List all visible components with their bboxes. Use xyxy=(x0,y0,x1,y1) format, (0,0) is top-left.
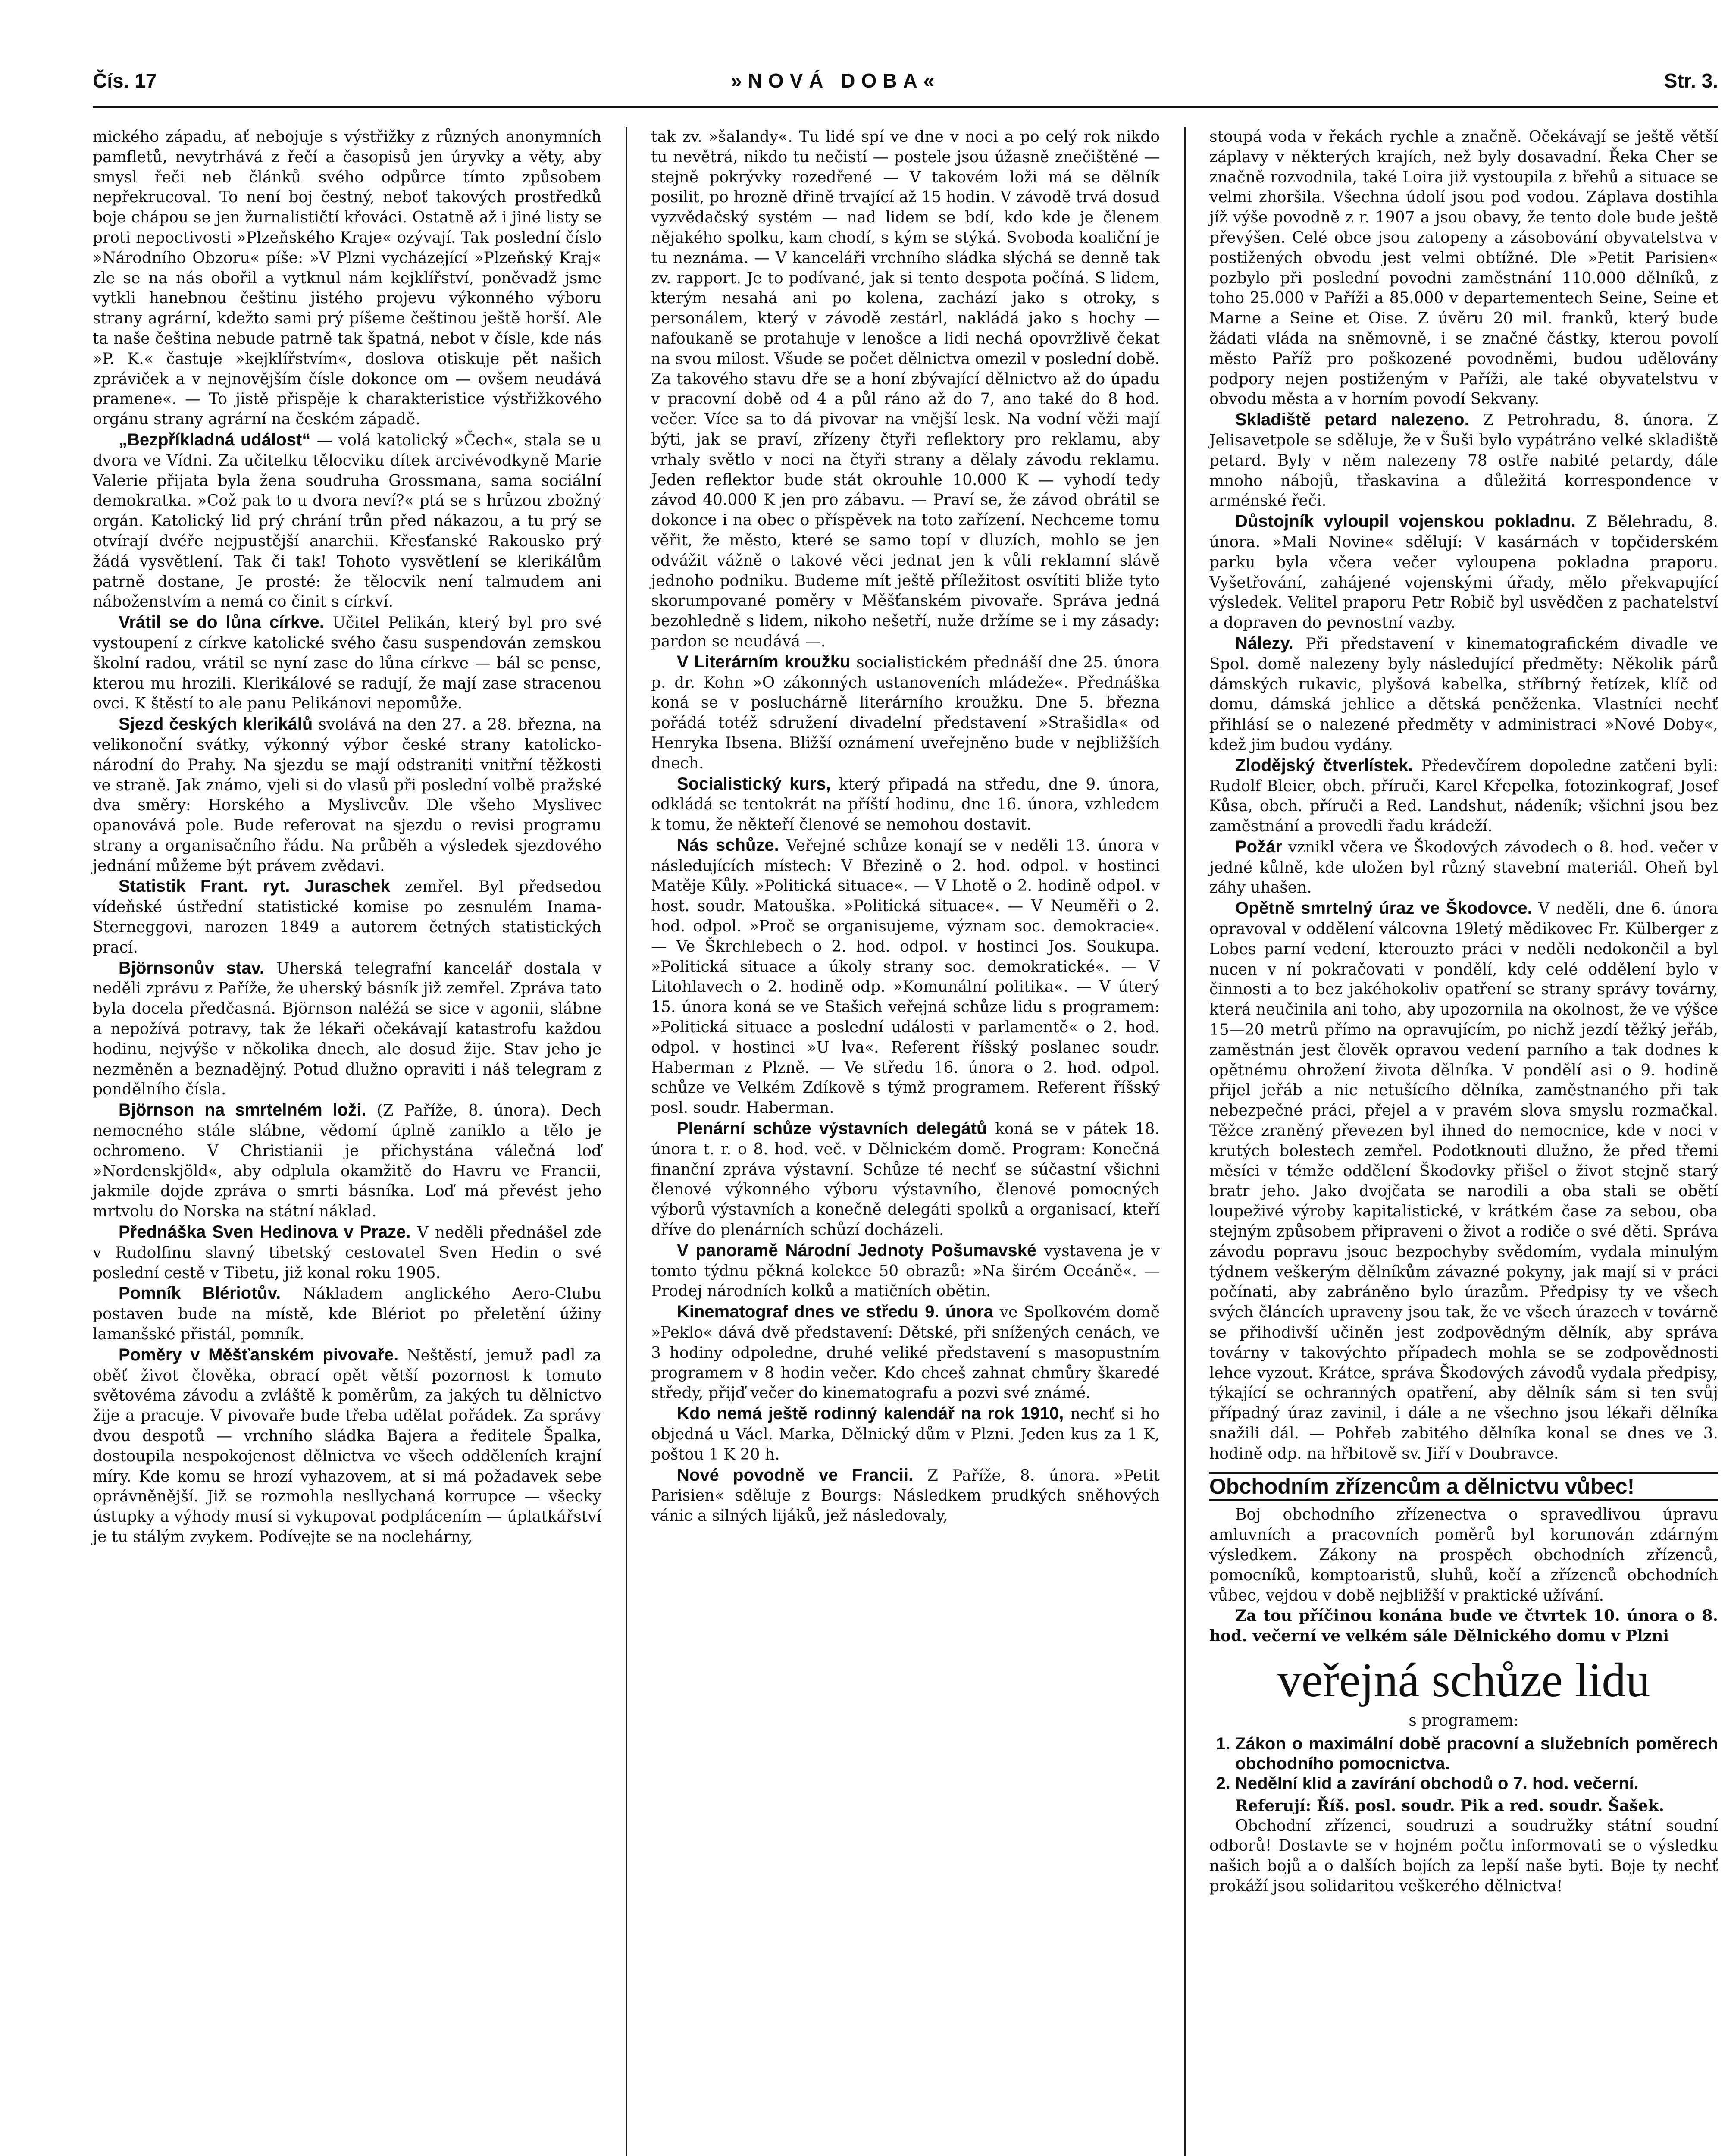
article-paragraph xyxy=(93,127,601,430)
article-headline: Pomník Blériotův. xyxy=(119,1284,281,1303)
article-paragraph xyxy=(93,1222,601,1283)
article-text: Veřejné schůze konají se v neděli 13. února v následujících místech: V Březině o 2. hod. odpol. v hostinci Matěje Kůly. »Politická situace«. — V Lhotě o 2. hodině odpol. v host. soudr. Matouška. »Politická situace«. — V Neuměři o 2. hod. odpol. »Proč se organisujeme, význam soc. demokracie«. — Ve Škrchlebech o 2. hod. odpol. v hostinci Jos. Soukupa. »Politická situace a úkoly strany soc. demokratické«. — V Litohlavech o 2. hodině odp. »Komunální politika«. — V úterý 15. února koná se ve Stašich veřejná schůze lidu s programem: »Politická situace a poslední události v parlamentě« o 2. hod. odpol. v hostinci »U lva«. Referent říšský poslanec soudr. Haberman z Plzně. — Ve středu 16. února o 2. hod. odpol. schůze ve Velkém Zdíkově s týmž programem. Referent říšský posl. soudr. Haberman. xyxy=(651,837,1160,1117)
article-paragraph xyxy=(1209,410,1718,511)
article-text: mického západu, ať nebojuje s výstřižky z různých anonymních pamfletů, nevytrhává z řečí a časopisů jen úryvky a věty, aby smysl řeči neb článků svého odpůrce tímto způsobem nepřekrucoval. To není boj čestný, neboť takových prostředků boje chápou se jen žurnalističtí křováci. Ostatně až i jiné listy se proti nepoctivosti »Plzeňského Kraje« ozývají. Tak poslední číslo »Národního Obzoru« píše: »V Plzni vycházející »Plzeňský Kraj« zle se na nás obořil a vytknul nám kejklířství, poněvadž jsme vytkli hanebnou češtinu jistého projevu výkonného výboru strany agrární, kdežto sami prý píšeme češtinou ještě horší. Ale ta naše čeština nebude patrně tak špatná, nebot v čísle, kde nás »P. K.« častuje »kejklířstvím«, doslova otiskuje pět našich zpráviček a v nejnovějším čísle dokonce om — ovšem neudává pramene«. — To jistě přispěje k charakteristice výstřižkového orgánu strany agrární na českém západě. xyxy=(93,128,601,429)
article-paragraph xyxy=(93,714,601,876)
column-divider xyxy=(626,127,627,2156)
header-rule xyxy=(93,106,1718,108)
article-headline: Nás schůze. xyxy=(677,835,779,855)
article-text: Nákladem anglického Aero-Clubu postaven bude na místě, kde Blériot po přeletění úžiny lamanšské přistál, pomník. xyxy=(93,1285,601,1344)
article-paragraph xyxy=(1209,633,1718,755)
notice-closing: Obchodní zřízenci, soudruzi a soudružky státní soudní odborů! Dostavte se v hojném počtu informovati se o výsledku našich bojů a o dalších bojích za lepší naše byti. Boje ty nechť prokáží jsou solidaritou veškerého dělnictva! xyxy=(1209,1817,1718,1895)
article-headline: Důstojník vyloupil vojenskou pokladnu. xyxy=(1235,512,1576,531)
article-paragraph xyxy=(1209,837,1718,898)
column-2 xyxy=(651,127,1160,1526)
notice-paragraph: Boj obchodního zřízenectva o spravedlivou úpravu amluvních a pracovních poměrů byl korunován zdárným výsledkem. Zákony na prospěch obchodních zřízenců, pomocníků, komptoaristů, sluhů, kočí a zřízenců obchodních vůbec, vejdou v době nejbližší v praktické užívání. xyxy=(1209,1506,1718,1604)
article-paragraph xyxy=(651,1302,1160,1404)
article-text: koná se v pátek 18. února t. r. o 8. hod. več. v Dělnickém domě. Program: Konečná finanční zpráva výstavní. Schůze té nechť se súčastní všichni členové výkonného výboru výstavního, členové pomocných výborů výstavních a konečně delegáti spolků a organisací, kteří dříve do plenárních schůzí docházeli. xyxy=(651,1120,1160,1239)
article-text: V neděli, dne 6. února opravoval v oddělení válcovna 19letý mědikovec Fr. Külberger z Lobes parní vedení, kterouzto práci v neděli nedokončil a byl nucen v ní pokračovati v pondělí, kdy celé oddělení bylo v činnosti a to bez jakéhokoliv opatření se strany správy továrny, která neučinila ani toho, aby upozornila na okolnost, že ve výšce 15—20 metrů přímo na opravujícím, po nichž jezdí těžký jeřáb, zaměstnán jest člověk opravou vedení parního a tak dodnes k opětnému ohrožení života dělníka. V pondělí asi o 9. hodině přijel jeřáb a nic netušícího dělníka, zaměstnaného při tak nebezpečné práci, přejel a v pravém slova smyslu rozmačkal. Těžce zraněný převezen byl ihned do nemocnice, kde v noci v krutých bolestech zemřel. Podotknouti dlužno, že před třemi měsíci v témže oddělení Škodovky přišel o život stejně starý bratr jeho. Jako dvojčata se narodili a oba stali se obětí loupeživé výroby kapitalistické, v krátkém čase za sebou, oba stejným způsobem připraveni o život a rodiče o své děti. Správa závodu popravu jsouc bezpochyby svědomím, vydala minulým týdnem veškerým dělníkům závazné pokyny, jak mají si v práci počínati, aby zabráněno bylo úrazům. Předpisy ty ve všech svých článcích upraveny jsou tak, že ve všech úrazech v továrně se přihodivší učiněn jest zodpovědným dělník, aby správa továrny v takovýchto případech mohla se se zodpovědnosti lehce vyzout. Krátce, správa Škodových závodů vydala předpisy, týkající se ochranných opatření, aby dělník sám si ten svůj případný úraz zavinil, i dále a ne všechno jsou lékaři dělníka snažili dál. — Pohřeb zabitého dělníka konal se dnes ve 3. hodině odp. na hřbitově sv. Jiří v Doubravce. xyxy=(1209,900,1718,1463)
article-headline: Přednáška Sven Hedinova v Praze. xyxy=(119,1222,411,1242)
article-text: Z Bělehradu, 8. února. »Mali Novine« sdělují: V kasárnách v topčiderském parku byla včera večer vyloupena pokladna praporu. Vyšetřování, zahájené vojenskými úřady, mělo překvapující výsledek. Velitel praporu Petr Robič byl usvědčen z pachatelství a dopraven do pevnostní vazby. xyxy=(1209,513,1718,632)
article-paragraph xyxy=(651,1119,1160,1241)
page-header xyxy=(93,65,1718,103)
article-headline: Zlodějský čtverlístek. xyxy=(1235,755,1413,775)
column-divider xyxy=(1184,127,1186,2156)
notice-program-list xyxy=(1209,1734,1718,1793)
article-headline: V panoramě Národní Jednoty Pošumavské xyxy=(677,1241,1037,1260)
article-text: svolává na den 27. a 28. března, na velikonoční svátky, výkonný výbor české strany katolicko-národní do Prahy. Na sjezdu se mají odstraniti vnitřní těžkosti ve straně. Jak známo, vjeli si do vlasů při poslední volbě pražské dva směry: Horského a Myslivcův. Dle všeho Myslivec opanovává pole. Bude referovat na sjezdu o revisi programu strany a organisačního řádu. Na průběh a výsledek sjezdového jednání můžeme být právem zvědavi. xyxy=(93,716,602,875)
article-text: socialistickém přednáší dne 25. února p. dr. Kohn »O zákonných ustanoveních mládeže«. Přednáška koná se v posluchárně literárního kroužku. Dne 5. března pořádá totéž sdružení divadelní představení »Strašidla« od Henryka Ibsena. Bližší oznámení uveřejněno bude v nejbližších dnech. xyxy=(651,653,1160,772)
article-text: — volá katolický »Čech«, stala se u dvora ve Vídni. Za učitelku tělocviku dítek arcivévodkyně Marie Valerie přijata byla žena soudruha Grossmana, sama sociální demokratka. »Což pak to u dvora neví?« ptá se s hrůzou zbožný orgán. Katolický lid prý chrání trůn před nákazou, a tu prý se otvírají dvéře nejpustější anarchii. Křesťanské Rakousko prý žádá vysvětlení. Tak či tak! Tohoto vysvětlení se klerikálům patrně dostane, Je prosté: že tělocvik není talmudem ani náboženstvím a nemá co činit s církví. xyxy=(93,431,601,611)
program-item: 2. Nedělní klid a zavírání obchodů o 7. hod. večerní. xyxy=(1235,1774,1718,1793)
article-text: zemřel. Byl předsedou vídeňské ústřední statistické komise po zesnulém Inama-Sterneggovi, narozen 1849 a autorem četných statistických prací. xyxy=(93,878,601,956)
article-text: stoupá voda v řekách rychle a značně. Očekávají se ještě větší záplavy v některých krajích, než byly dosavadní. Řeka Cher se značně rozvodnila, také Loira již vystoupila z břehů a situace se velmi zhoršila. Všechna údolí jsou pod vodou. Záplava dostihla jíž výše povodně z r. 1907 a jsou obavy, že tento dole bude ještě převýšen. Celé obce jsou zatopeny a zásobování obyvatelstva v postižených obvodu jest velmi obtížné. Dle »Petit Parisien« pozbylo při poslední povodni zaměstnání 110.000 dělníků, z toho 25.000 v Paříži a 85.000 v departementech Seine, Seine et Marne a Seine et Oise. Z úvěru 20 mil. franků, který bude žádati vláda na sněmovně, i se značné částky, kterou povolí město Paříž pro poškozené povodněmi, budou udělovány podpory nejen postiženým v Paříži, ale také obyvatelstvu v obvodu města a v horním povodí Sekvany. xyxy=(1209,128,1718,408)
program-item: 1. Zákon o maximální době pracovní a služebních poměrech obchodního pomocnictva. xyxy=(1235,1734,1718,1774)
column-3-articles xyxy=(1209,127,1718,1464)
article-text: ve Spolkovém domě »Peklo« dává dvě představení: Dětské, při snížených cenách, ve 3 hodiny odpoledne, druhé veliké představení s masopustním programem v 8 hodin večer. Kdo chceš zahnat chmůry škaredé středy, přijď večer do kinematografu a pozvi své známé. xyxy=(651,1304,1160,1402)
article-headline: Björnsonův stav. xyxy=(119,958,264,978)
article-paragraph xyxy=(93,958,601,1100)
notice-title: Obchodním zřízencům a dělnictvu vůbec! xyxy=(1209,1472,1718,1501)
article-paragraph xyxy=(1209,898,1718,1464)
article-text: (Z Paříže, 8. února). Dech nemocného stále slábne, vědomí úplně zaniklo a tělo je ochromeno. V Christianii je přichystána válečná loď »Nordenskjöld«, aby odplula okamžitě do Havru ve Francii, jakmile dojde zpráva o smrti básníka. Loď má převést jeho mrtvolu do Norska na státní náklad. xyxy=(93,1102,601,1221)
article-text: vystavena je v tomto týdnu pěkná kolekce 50 obrazů: »Na širém Oceáně«. — Prodej národních kolků a matičních obětin. xyxy=(651,1242,1160,1300)
article-headline: Poměry v Měšťanském pivovaře. xyxy=(119,1345,399,1364)
article-headline: Socialistický kurs, xyxy=(677,774,831,793)
article-text: vznikl včera ve Škodových závodech o 8. hod. večer v jedné kůlně, kde uložen byl různý stavební materiál. Oheň byl záhy uhašen. xyxy=(1209,838,1718,897)
article-headline: Opětně smrtelný úraz ve Škodovce. xyxy=(1235,899,1532,918)
article-text: nechť si ho objedná u Václ. Marka, Dělnický dům v Plzni. Jeden kus za 1 K, poštou 1 K 20 h. xyxy=(651,1405,1160,1463)
article-text: Uherská telegrafní kancelář dostala v neděli zprávu z Paříže, že uherský básník již zemřel. Zpráva tato byla docela předčasná. Björnson naléžá se sice v agonii, slábne a nepožívá potravy, tak že lékaři očekávají katastrofu každou hodinu, nejvýše v několika dnech, ale dosud žije. Stav jeho je nezměněn a beznadějný. Potud dlužno opraviti i náš telegram z pondělního čísla. xyxy=(93,959,602,1099)
column-1 xyxy=(93,127,601,1548)
article-headline: „Bezpříkladná událost“ xyxy=(119,430,311,449)
page-number: Str. 3. xyxy=(1664,69,1718,92)
article-text: který připadá na středu, dne 9. února, odkládá se tentokrát na příští hodinu, dne 16. února, vzhledem k tomu, že někteří členové se nemohou dostavit. xyxy=(651,775,1160,834)
article-paragraph xyxy=(651,774,1160,835)
article-text: V neděli přednášel zde v Rudolfinu slavný tibetský cestovatel Sven Hedin o své poslední cestě v Tibetu, již konal roku 1905. xyxy=(93,1224,601,1282)
article-paragraph xyxy=(93,430,601,612)
article-text: Neštěstí, jemuž padl za oběť život člověka, obrací opět větší pozornost k tomuto světovéma závodu a zvláště k poměrům, za jakých tu dělnictvo žije a pracuje. V pivovaře bude třeba udělat pořádek. Za správy dvou despotů — vrchního sládka Bajera a ředitele Špalka, dostoupila nespokojenost dělnictva ve všech odděleních krajní míry. Kde komu se hrozí vyhazovem, at si má požadavek sebe oprávněnější. Již se rozmohla nesllychaná korrupce — všecky ústupky a výhody musí si vykupovat podplácením — úplatkářství je tu stálým zvykem. Podívejte se na noclehárny, xyxy=(93,1346,601,1546)
notice-headline: veřejná schůze lidu xyxy=(1277,1653,1650,1707)
article-paragraph xyxy=(93,1345,601,1548)
article-headline: Björnson na smrtelném loži. xyxy=(119,1100,366,1120)
article-paragraph xyxy=(651,127,1160,652)
article-paragraph xyxy=(651,1465,1160,1526)
article-text: Z Paříže, 8. února. »Petit Parisien« sděluje z Bourgs: Následkem prudkých sněhových vánic a silných lijáků, jež následovaly, xyxy=(651,1467,1160,1525)
notice-meeting-announcement: Za tou příčinou konána bude ve čtvrtek 10. února o 8. hod. večerní ve velkém sále Dělnického domu v Plzni xyxy=(1209,1607,1718,1645)
notice-program-label: s programem: xyxy=(1409,1711,1519,1730)
article-text: Předevčírem dopoledne zatčeni byli: Rudolf Bleier, obch. příruči, Karel Křepelka, fotozinkograf, Josef Kůsa, obch. příruči a Red. Landshut, nádeník; všichni jsou bez zaměstnání a provedli řadu krádeží. xyxy=(1209,757,1718,836)
article-paragraph xyxy=(1209,755,1718,837)
article-paragraph xyxy=(93,612,601,714)
issue-number: Čís. 17 xyxy=(93,69,157,92)
article-headline: Vrátil se do lůna církve. xyxy=(119,613,324,632)
article-headline: Požár xyxy=(1235,837,1282,856)
article-headline: Kinematograf dnes ve středu 9. února xyxy=(677,1302,994,1322)
column-3 xyxy=(1209,127,1718,1897)
article-headline: Nové povodně ve Francii. xyxy=(677,1465,914,1485)
article-text: tak zv. »šalandy«. Tu lidé spí ve dne v noci a po celý rok nikdo tu nevětrá, nikdo tu nečistí — postele jsou úžasně znečištěné — stejně pokrývky rozedřené — V takovém loži má se dělník posilit, po hrozně dřině trvající až 15 hodin. V závodě trvá dosud vyzvědačský systém — nad lidem se bdí, kdo kde je členem nějakého spolku, kam chodí, s kým se stýká. Svoboda koaliční je tu neznáma. — V kanceláři vrchního sládka slýchá se denně tak zv. rapport. Je to podívané, jak si tento despota počíná. S lidem, kterým nesahá ani po kolena, zachází jako s otroky, s personálem, který v závodě zestárl, nakládá jako s hochy — nafoukaně se protahuje v lenošce a lidi nechá opovržlivě čekat na svou milost. Všude se počet dělnictva omezil v poslední době. Za takového stavu dře se a honí zbývající dělnictvo až do úpadu v pracovní době od 4 a půl ráno až do 7, ano také do 8 hod. večer. Více sa to dá pivovar na vnější lesk. Na vodní věži mají býti, jak se praví, zřízeny čtyři reflektory pro reklamu, aby vrhaly světlo v noci na čtyři strany a dělaly závodu reklamu. Jeden reflektor bude stát okrouhle 10.000 K — vyhodí tedy závod 40.000 K jen pro zábavu. — Praví se, že závod obrátil se dokonce i na obec o příspěvek na toto zařízení. Nechceme tomu věřit, že město, které se samo topí v dluzích, mohlo se jen odvážit vážně o takové věci jednat jen k vůli reklamní slávě jednoho podniku. Budeme mít ještě příležitost osvítiti bliže tyto skorumpované poměry v Měšťanském pivovaře. Správa jedná bezohledně s lidem, nikoho nešetří, nuže držíme se i my zásady: pardon se neudává —. xyxy=(651,128,1160,650)
article-headline: Nálezy. xyxy=(1235,633,1293,653)
article-paragraph xyxy=(651,1241,1160,1302)
article-text: Při představení v kinematografickém divadle ve Spol. domě nalezeny byly následující předměty: Několik párů dámských rukavic, plyšová kabelka, stříbrný řetízek, klíč od domu, dámská jehlice a dětská peněženka. Vlastníci nechť přihlásí se o nalezené předměty v administraci »Nové Doby«, kdež jim budou vydány. xyxy=(1209,635,1718,754)
newspaper-page xyxy=(93,65,1718,2156)
article-headline: Kdo nemá ještě rodinný kalendář na rok 1910, xyxy=(677,1404,1064,1423)
article-paragraph xyxy=(1209,127,1718,410)
article-paragraph xyxy=(1209,511,1718,633)
article-paragraph xyxy=(651,652,1160,774)
article-paragraph xyxy=(93,1283,601,1344)
article-text: Z Petrohradu, 8. února. Z Jelisavetpole se sděluje, že v Šuši bylo vypátráno velké skladiště petard. Byly v něm nalezeny 78 ostře nabité petardy, dále mnoho nábojů, třaskavina a důležitá korrespondence v arménské řeči. xyxy=(1209,411,1718,510)
article-paragraph xyxy=(93,876,601,958)
article-headline: Plenární schůze výstavních delegátů xyxy=(677,1119,987,1138)
article-headline: Statistik Frant. ryt. Juraschek xyxy=(119,877,390,896)
article-text: Učitel Pelikán, který byl pro své vystoupení z církve katolické svého času suspendován zemskou školní radou, vrátil se nyní zase do lůna církve — bál se pense, kterou mu hrozili. Klerikálové se radují, že mají zase stracenou ovci. K štěstí to ale panu Pelikánovi nepomůže. xyxy=(93,614,601,713)
article-paragraph xyxy=(651,835,1160,1119)
notice-referents: Referují: Říš. posl. soudr. Pik a red. soudr. Šašek. xyxy=(1235,1796,1664,1815)
article-headline: Skladiště petard nalezeno. xyxy=(1235,410,1469,429)
article-paragraph xyxy=(651,1404,1160,1465)
article-paragraph xyxy=(93,1100,601,1222)
masthead-title: »NOVÁ DOBA« xyxy=(731,69,941,92)
article-headline: Sjezd českých klerikálů xyxy=(119,714,313,734)
article-headline: V Literárním kroužku xyxy=(677,652,851,671)
notice-box xyxy=(1209,1472,1718,1897)
